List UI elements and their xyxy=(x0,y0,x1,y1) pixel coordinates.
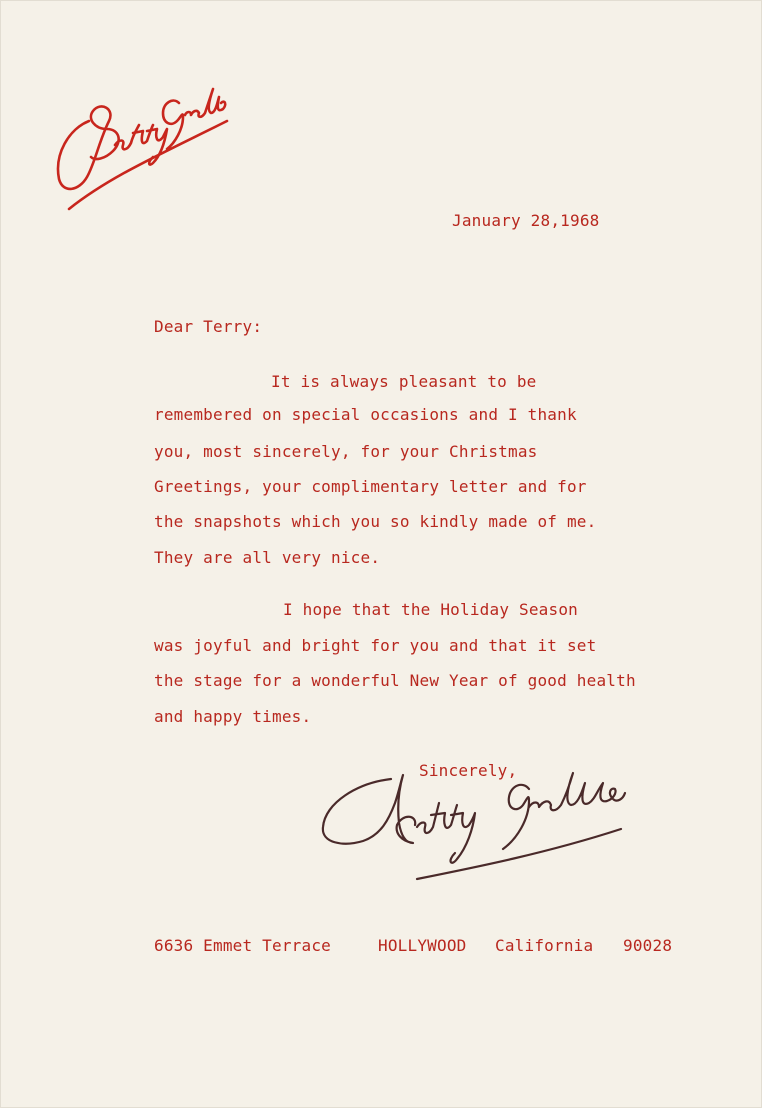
footer-state: California xyxy=(495,936,594,955)
closing: Sincerely, xyxy=(419,761,518,780)
letterhead-logo xyxy=(49,59,234,219)
paragraph1-line: Greetings, your complimentary letter and for xyxy=(154,477,587,496)
paragraph2-line: was joyful and bright for you and that it set xyxy=(154,636,597,655)
paragraph1-line: you, most sincerely, for your Christmas xyxy=(154,442,538,461)
paragraph1-line: remembered on special occasions and I thank xyxy=(154,405,577,424)
paragraph1-line: It is always pleasant to be xyxy=(271,372,537,391)
paragraph2-line: and happy times. xyxy=(154,707,312,726)
footer-street: 6636 Emmet Terrace xyxy=(154,936,331,955)
salutation: Dear Terry: xyxy=(154,317,263,336)
footer-zip: 90028 xyxy=(623,936,673,955)
footer-city: HOLLYWOOD xyxy=(378,936,467,955)
signature xyxy=(317,763,637,885)
paragraph1-line: the snapshots which you so kindly made of me. xyxy=(154,512,597,531)
paragraph2-line: the stage for a wonderful New Year of good health xyxy=(154,671,636,690)
paragraph2-line: I hope that the Holiday Season xyxy=(283,600,578,619)
letter-date: January 28,1968 xyxy=(452,211,600,230)
paragraph1-line: They are all very nice. xyxy=(154,548,381,567)
